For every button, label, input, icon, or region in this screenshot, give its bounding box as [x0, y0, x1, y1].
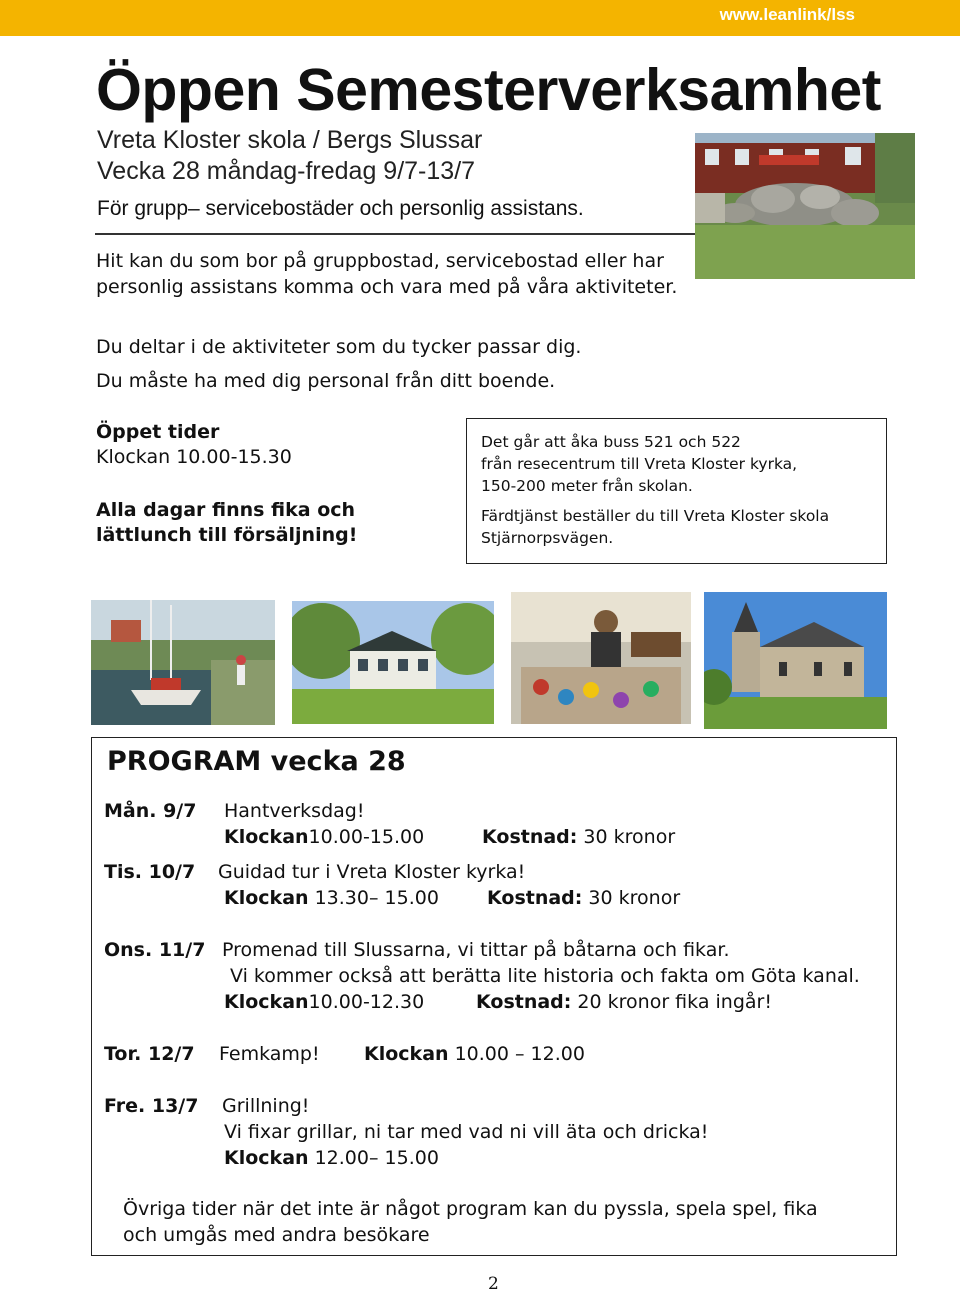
program-activity-thu: Femkamp!: [219, 1043, 320, 1065]
transport-line-2: från resecentrum till Vreta Kloster kyrka,: [481, 455, 798, 473]
church-photo: [704, 592, 887, 729]
page-number: 2: [488, 1274, 499, 1292]
school-garden-photo: [695, 133, 915, 279]
program-time-wed: Klockan10.00-12.30: [224, 991, 425, 1013]
program-footer-2: och umgås med andra besökare: [123, 1224, 430, 1246]
opening-hours-text: Klockan 10.00-15.30: [96, 446, 292, 468]
program-day-wed: Ons. 11/7: [104, 939, 206, 961]
program-cost-wed: Kostnad: 20 kronor fika ingår!: [476, 991, 772, 1013]
canal-lock-photo: [91, 600, 275, 725]
craft-fair-photo: [511, 592, 691, 724]
program-footer-1: Övriga tider när det inte är något program kan du pyssla, spela spel, fika: [123, 1198, 818, 1220]
divider: [95, 233, 695, 235]
intro-paragraph-1: Hit kan du som bor på gruppbostad, servicebostad eller har personlig assistans komma och vara med på våra aktiviteter.: [96, 250, 678, 298]
program-activity-mon: Hantverksdag!: [224, 800, 365, 822]
program-time-fri: Klockan 12.00– 15.00: [224, 1147, 439, 1169]
subtitle-location: Vreta Kloster skola / Bergs Slussar: [97, 126, 483, 154]
program-cost-mon: Kostnad: 30 kronor: [482, 826, 676, 848]
intro-paragraph-2: Du deltar i de aktiviteter som du tycker passar dig.: [96, 336, 582, 358]
program-time-thu: Klockan 10.00 – 12.00: [364, 1043, 585, 1065]
program-activity-fri: Grillning!: [222, 1095, 310, 1117]
fika-note: Alla dagar finns fika och lättlunch till försäljning!: [96, 499, 358, 546]
program-title: PROGRAM vecka 28: [107, 746, 406, 777]
program-day-mon: Mån. 9/7: [104, 800, 197, 822]
transport-line-5: Stjärnorpsvägen.: [481, 529, 614, 547]
program-day-thu: Tor. 12/7: [104, 1043, 195, 1065]
intro-paragraph-3: Du måste ha med dig personal från ditt boende.: [96, 370, 556, 392]
opening-heading: Öppet tider: [96, 421, 220, 443]
transport-line-3: 150-200 meter från skolan.: [481, 477, 693, 495]
transport-line-1: Det går att åka buss 521 och 522: [481, 433, 741, 451]
transport-line-4: Färdtjänst beställer du till Vreta Kloster skola: [481, 507, 830, 525]
program-time-tue: Klockan 13.30– 15.00: [224, 887, 439, 909]
opening-hours: [96, 420, 358, 546]
school-building-photo: [292, 601, 494, 724]
program-cost-tue: Kostnad: 30 kronor: [487, 887, 681, 909]
header-bar: [0, 0, 960, 36]
subtitle-audience: För grupp– servicebostäder och personlig assistans.: [97, 197, 584, 220]
program-day-fri: Fre. 13/7: [104, 1095, 199, 1117]
program-day-tue: Tis. 10/7: [104, 861, 196, 883]
program-activity-wed: Promenad till Slussarna, vi tittar på båtarna och fikar.: [222, 939, 730, 961]
program-activity-tue: Guidad tur i Vreta Kloster kyrka!: [218, 861, 526, 883]
header-url[interactable]: www.leanlink/lss: [719, 5, 855, 24]
program-box: [91, 737, 897, 1256]
transport-info-box: [466, 418, 887, 564]
program-time-mon: Klockan10.00-15.00: [224, 826, 425, 848]
program-activity2-wed: Vi kommer också att berätta lite historia och fakta om Göta kanal.: [230, 965, 860, 987]
program-activity2-fri: Vi fixar grillar, ni tar med vad ni vill äta och dricka!: [224, 1121, 709, 1143]
page-title: Öppen Semesterverksamhet: [96, 57, 881, 123]
subtitle-week: Vecka 28 måndag-fredag 9/7-13/7: [97, 157, 476, 185]
